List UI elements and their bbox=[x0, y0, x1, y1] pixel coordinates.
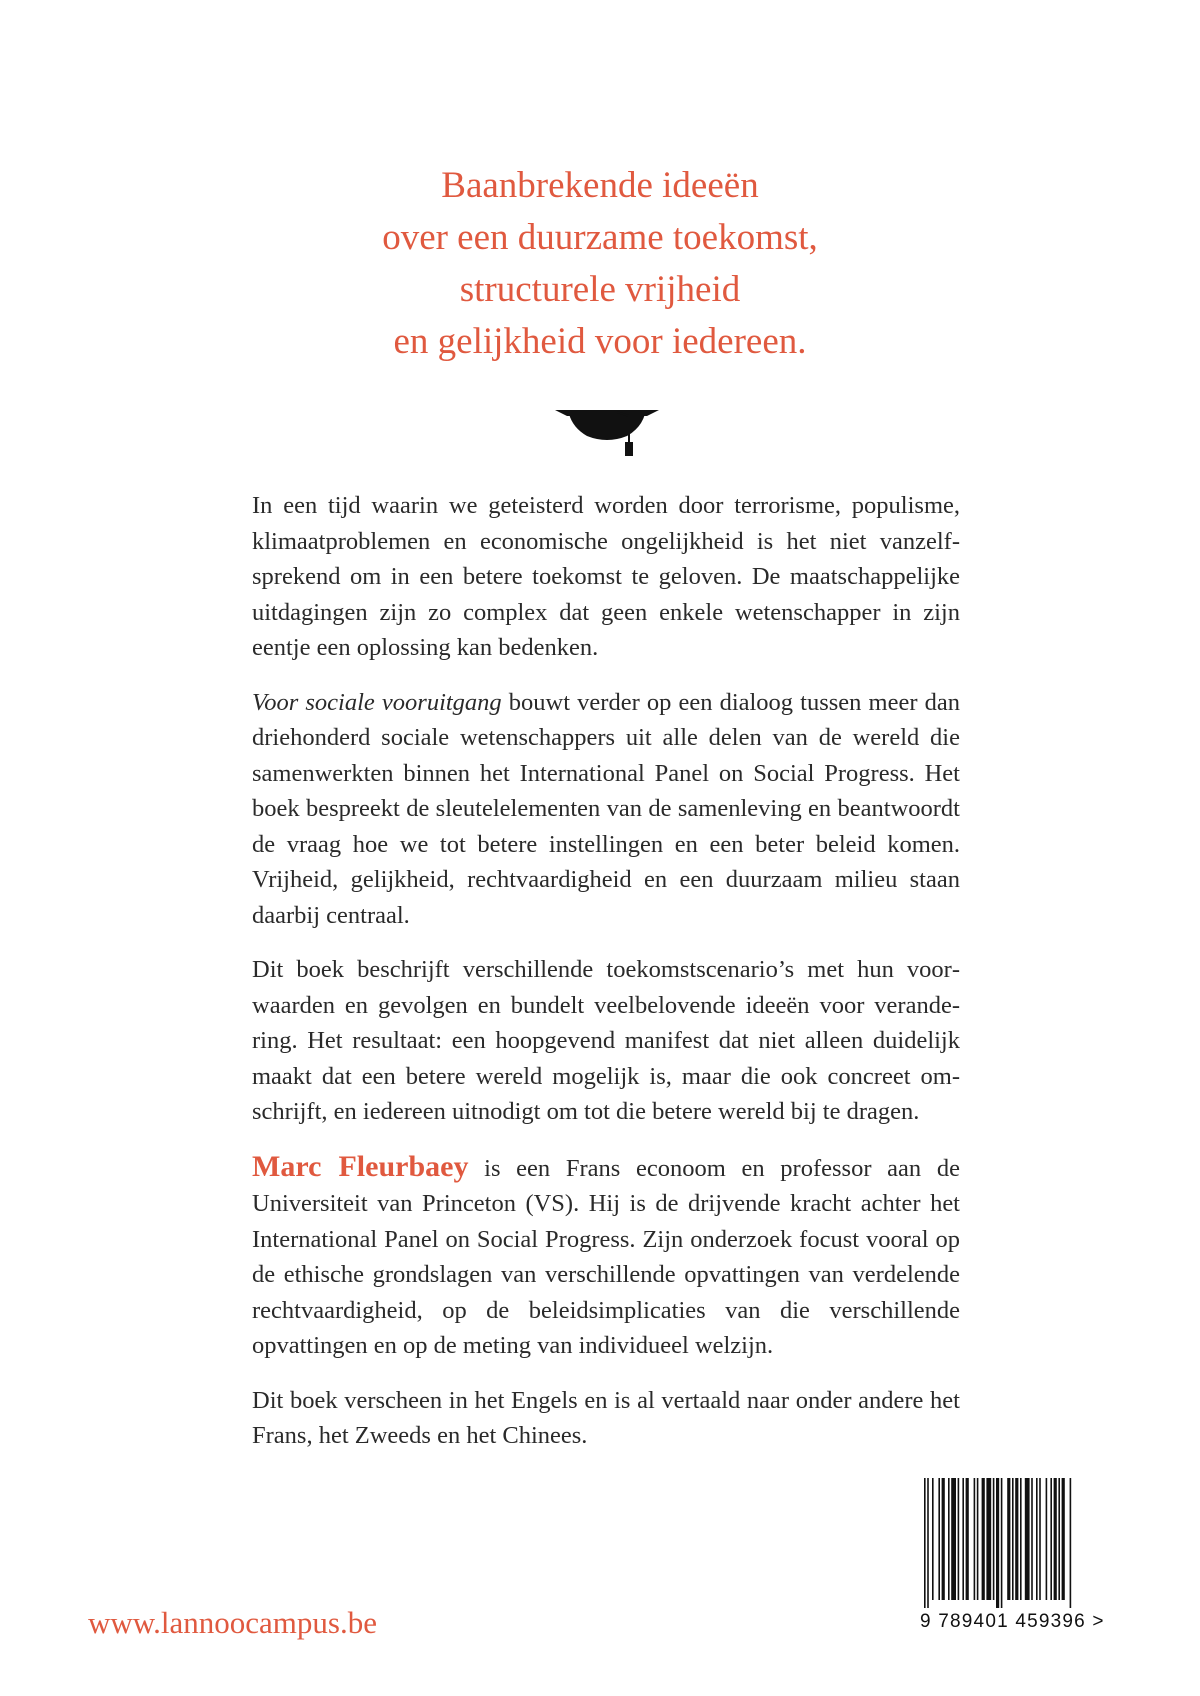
barcode-bar bbox=[1070, 1478, 1072, 1608]
tagline-line-1: Baanbrekende ideeën bbox=[441, 165, 759, 206]
barcode-bar bbox=[948, 1478, 950, 1600]
barcode-bar bbox=[1020, 1478, 1022, 1600]
author-name: Marc Fleurbaey bbox=[252, 1149, 469, 1183]
barcode-bar bbox=[1015, 1478, 1018, 1600]
graduation-cap-icon bbox=[555, 398, 659, 458]
barcode-bar bbox=[1025, 1478, 1030, 1600]
barcode-bar bbox=[1054, 1478, 1057, 1600]
barcode-bar bbox=[1001, 1478, 1003, 1608]
barcode-bar bbox=[996, 1478, 999, 1608]
barcode-bar bbox=[951, 1478, 956, 1600]
barcode-bar bbox=[924, 1478, 926, 1608]
barcode-bar bbox=[982, 1478, 985, 1600]
paragraph-scenarios: Dit boek beschrijft verschillende toekomstscenario’s met hun voorwaarden en gevolgen en bundelt veelbelovende ideeën voor verandering. Het resultaat: een hoopgevend manifest dat niet alleen duidelijk maakt dat een betere wereld mogelijk is, maar die ook concreet omschrijft, en iedereen uitnodigt om tot die betere wereld bij te dragen. bbox=[252, 956, 960, 1125]
barcode-bar bbox=[932, 1478, 934, 1600]
barcode-bar bbox=[962, 1478, 964, 1600]
barcode-bar bbox=[974, 1478, 976, 1600]
barcode-bar bbox=[927, 1478, 929, 1608]
barcode-bar bbox=[966, 1478, 969, 1600]
barcode-bar bbox=[938, 1478, 940, 1600]
barcode-bar bbox=[1007, 1478, 1010, 1600]
tagline-line-2: over een duurzame toekomst, bbox=[382, 217, 818, 258]
barcode-bar bbox=[1062, 1478, 1065, 1600]
barcode-bar bbox=[1039, 1478, 1041, 1600]
back-cover-text bbox=[252, 488, 960, 1473]
barcode-bar bbox=[942, 1478, 945, 1600]
tagline bbox=[0, 160, 1200, 368]
barcode-bar bbox=[958, 1478, 960, 1600]
tagline-line-4: en gelijkheid voor iedereen. bbox=[393, 321, 807, 362]
publisher-website[interactable]: www.lannoocampus.be bbox=[88, 1605, 377, 1640]
barcode-bar bbox=[993, 1478, 995, 1600]
tagline-line-3: structurele vrijheid bbox=[459, 269, 741, 310]
author-bio: is een Frans econoom en professor aan de Universiteit van Princeton (VS). Hij is de drijvende kracht achter het International Panel on Social Progress. Zijn onderzoek focust vooral op de ethische grondslagen van verschillende opvattingen van verdelende rechtvaardigheid, op de beleidsimplicaties van die verschillende opvattingen en op de meting van individueel welzijn. bbox=[252, 1154, 960, 1359]
paragraph-book-text: bouwt verder op een dialoog tussen meer dan driehonderd sociale wetenschappers uit alle delen van de wereld die samenwerkten binnen het International Panel on Social Progress. Het boek bespreekt de sleutelelementen van de samenleving en beantwoordt de vraag hoe we tot betere instellingen en een beter beleid komen. Vrijheid, gelijkheid, rechtvaardigheid en een duurzaam milieu staan daarbij centraal. bbox=[252, 688, 960, 929]
barcode-bar bbox=[1031, 1478, 1033, 1600]
barcode-bar bbox=[1050, 1478, 1052, 1600]
barcode-bar bbox=[1036, 1478, 1038, 1600]
paragraph-intro: In een tijd waarin we geteisterd worden door terrorisme, populisme, klimaatproblemen en economische ongelijkheid is het niet vanzelfsprekend om in een betere toekomst te geloven. De maatschappelijke uitdagingen zijn zo complex dat geen enkele wetenschapper in zijn eentje een oplossing kan bedenken. bbox=[252, 492, 960, 661]
isbn-number: 9 789401 459396 > bbox=[920, 1611, 1105, 1632]
paragraph-book bbox=[252, 685, 960, 934]
paragraph-author bbox=[252, 1149, 960, 1364]
barcode-bar bbox=[1012, 1478, 1014, 1600]
paragraph-translations: Dit boek verscheen in het Engels en is al vertaald naar onder andere het Frans, het Zweeds en het Chinees. bbox=[252, 1386, 960, 1449]
book-title: Voor sociale vooruitgang bbox=[252, 688, 502, 716]
barcode-bars bbox=[920, 1478, 1120, 1608]
barcode-bar bbox=[977, 1478, 979, 1600]
barcode-bar bbox=[986, 1478, 991, 1600]
barcode-bar bbox=[1046, 1478, 1048, 1600]
barcode-bar bbox=[1058, 1478, 1060, 1600]
